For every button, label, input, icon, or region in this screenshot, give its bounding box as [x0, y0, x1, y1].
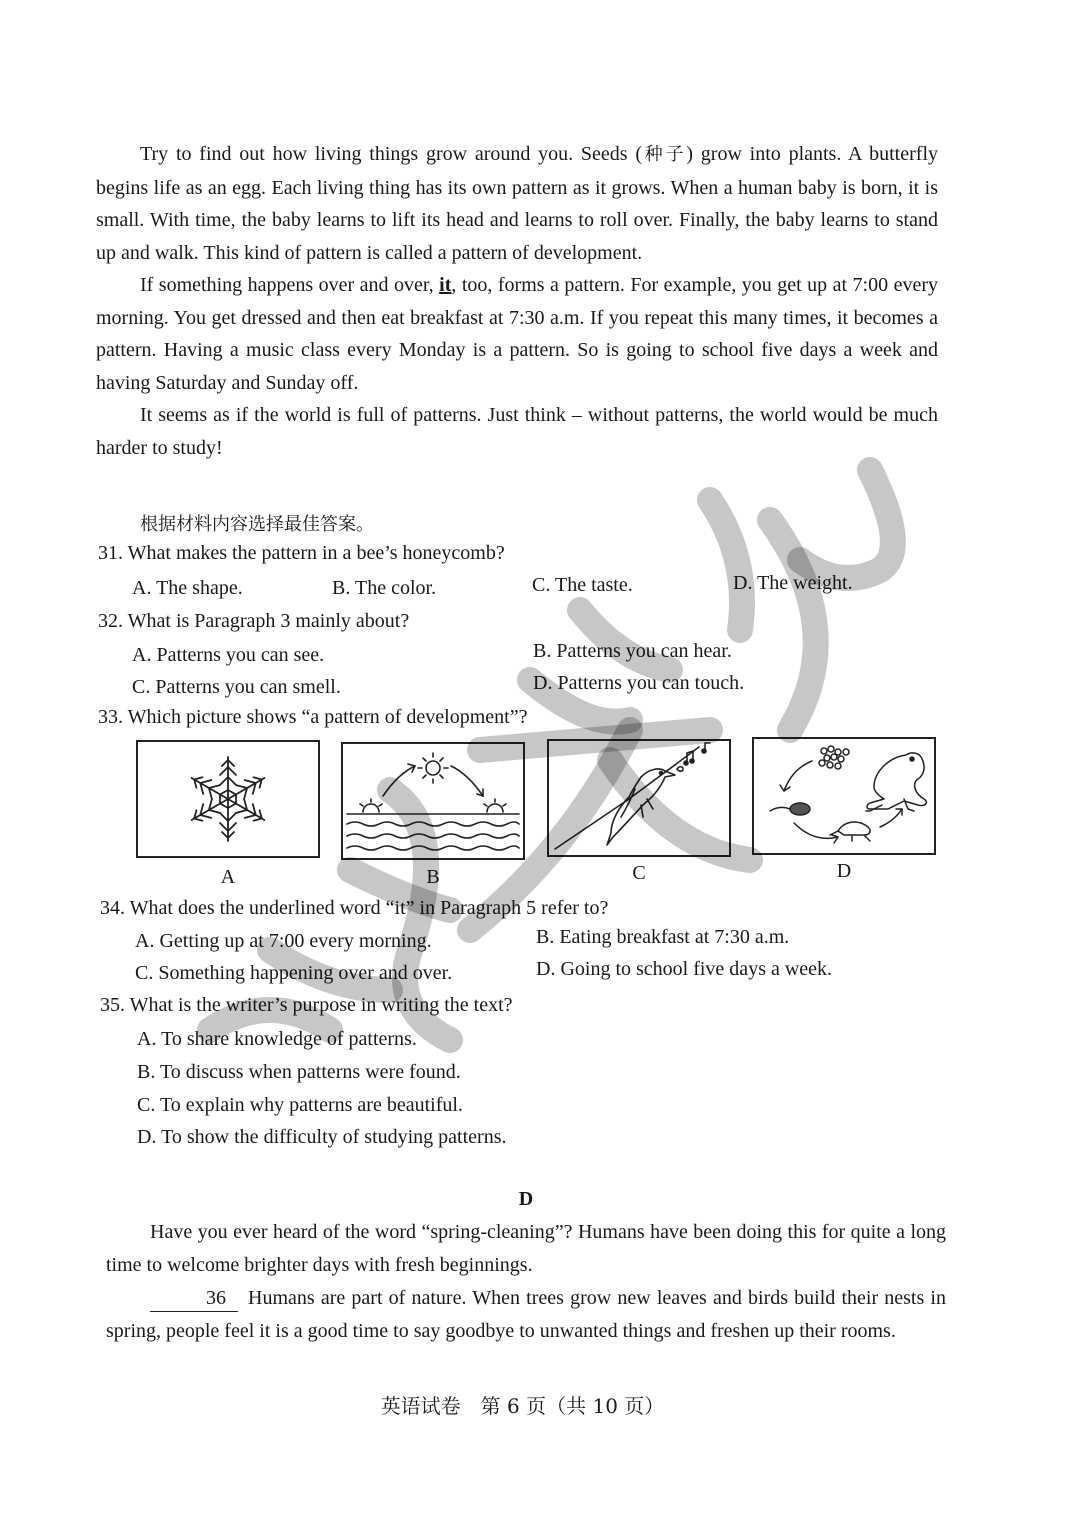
q32-option-d[interactable]: D. Patterns you can touch.: [533, 672, 745, 694]
q32-option-b[interactable]: B. Patterns you can hear.: [533, 640, 732, 662]
page-footer: 英语试卷 第 6 页（共 10 页）: [380, 1394, 665, 1418]
q31-option-c[interactable]: C. The taste.: [532, 574, 633, 596]
section-d-paragraph-1: Have you ever heard of the word “spring-cleaning”? Humans have been doing this for quite a long time to welcome brighter days with fresh beginnings.: [106, 1221, 946, 1276]
question-32: 32. What is Paragraph 3 mainly about?: [98, 610, 410, 632]
q35-option-b[interactable]: B. To discuss when patterns were found.: [137, 1061, 461, 1083]
picture-d-frog-life-cycle[interactable]: [752, 737, 936, 855]
q32-option-a[interactable]: A. Patterns you can see.: [132, 644, 325, 666]
passage-text: [96, 138, 938, 464]
frog-eggs: [819, 746, 849, 769]
picture-label-b: B: [426, 866, 440, 888]
paragraph-2: If something happens over and over, it, too, forms a pattern. For example, you get up at 7:00 every morning. You get dressed and then eat breakfast at 7:30 a.m. If you repeat this many times, it becomes a pattern. Having a music class every Monday is a pattern. So is going to school five days a week and having Saturday and Sunday off.: [96, 274, 938, 394]
q31-option-a[interactable]: A. The shape.: [132, 577, 243, 599]
picture-c-singing-bird[interactable]: [547, 739, 731, 857]
picture-label-c: C: [632, 862, 646, 884]
snowflake-icon: [138, 742, 318, 856]
q34-option-c[interactable]: C. Something happening over and over.: [135, 962, 453, 984]
q32-option-c[interactable]: C. Patterns you can smell.: [132, 676, 341, 698]
question-33: 33. Which picture shows “a pattern of development”?: [98, 706, 528, 728]
section-d-text: [106, 1216, 946, 1348]
paragraph-3: It seems as if the world is full of patterns. Just think – without patterns, the world would be much harder to study!: [96, 404, 938, 459]
blank-36[interactable]: 36: [150, 1285, 238, 1312]
q34-option-b[interactable]: B. Eating breakfast at 7:30 a.m.: [536, 926, 790, 948]
bird-icon: [549, 741, 729, 855]
paragraph-1: Try to find out how living things grow around you. Seeds (种子) grow into plants. A butterfly begins life as an egg. Each living thing has its own pattern as it grows. When a human baby is born, it is small. With time, the baby learns to lift its head and learns to roll over. Finally, the baby learns to stand up and walk. This kind of pattern is called a pattern of development.: [96, 143, 938, 264]
q35-option-d[interactable]: D. To show the difficulty of studying patterns.: [137, 1126, 507, 1148]
question-35: 35. What is the writer’s purpose in writing the text?: [100, 994, 513, 1016]
q34-option-d[interactable]: D. Going to school five days a week.: [536, 958, 833, 980]
picture-b-sun-cycle[interactable]: [341, 742, 525, 860]
picture-a-snowflake[interactable]: [136, 740, 320, 858]
section-title-d: D: [518, 1188, 534, 1210]
frog-life-cycle-icon: [754, 739, 934, 853]
q31-option-b[interactable]: B. The color.: [332, 577, 437, 599]
q35-option-c[interactable]: C. To explain why patterns are beautiful.: [137, 1094, 463, 1116]
q34-option-a[interactable]: A. Getting up at 7:00 every morning.: [135, 930, 432, 952]
q35-option-a[interactable]: A. To share knowledge of patterns.: [137, 1028, 417, 1050]
question-31: 31. What makes the pattern in a bee’s honeycomb?: [98, 542, 505, 564]
q31-option-d[interactable]: D. The weight.: [733, 572, 853, 594]
instruction: 根据材料内容选择最佳答案。: [140, 514, 374, 535]
question-34: 34. What does the underlined word “it” in Paragraph 5 refer to?: [100, 897, 609, 919]
section-d-paragraph-2: 36 Humans are part of nature. When trees grow new leaves and birds build their nests in spring, people feel it is a good time to say goodbye to unwanted things and freshen up their rooms.: [106, 1287, 946, 1342]
picture-label-d: D: [836, 860, 852, 882]
underlined-word-it: it: [439, 274, 452, 296]
sun-cycle-icon: [343, 744, 523, 858]
picture-label-a: A: [220, 866, 236, 888]
